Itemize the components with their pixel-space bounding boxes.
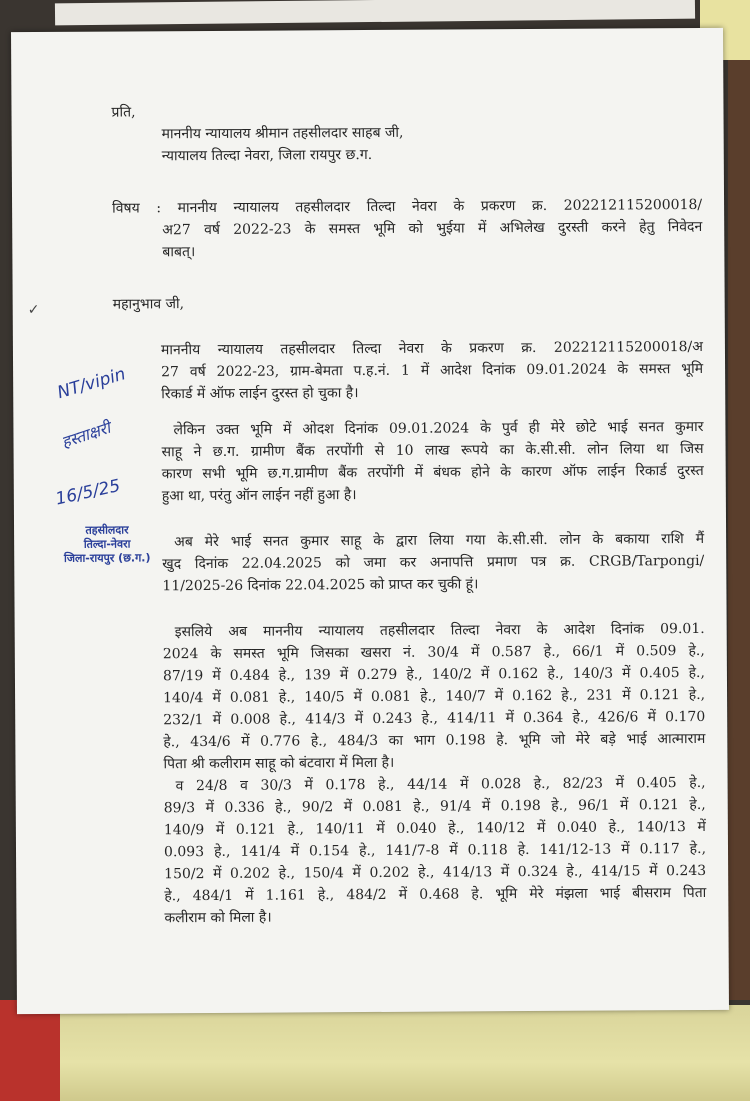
paragraph-line: माननीय न्यायालय तहसीलदार तिल्दा नेवरा के प्रकरण क्र. 202212115200018/अ	[160, 338, 703, 359]
paragraph-line: 2024 के समस्त भूमि जिसका खसरा नं. 30/4 में 0.587 हे., 66/1 में 0.509 हे.,	[162, 642, 705, 663]
paragraph-line: रिकार्ड में ऑफ लाईन दुरस्त हो चुका है।	[161, 385, 359, 403]
seal-line: जिला-रायपुर (छ.ग.)	[63, 551, 151, 565]
background-edge	[728, 60, 750, 1000]
yellow-folder	[0, 1005, 750, 1101]
addressee-line-2: न्यायालय तिल्दा नेवरा, जिला रायपुर छ.ग.	[161, 146, 373, 165]
paragraph-line: इसलिये अब माननीय न्यायालय तहसीलदार तिल्दा नेवरा के आदेश दिनांक 09.01.	[174, 620, 705, 641]
margin-mark-icon: ✓	[27, 302, 40, 319]
official-seal	[52, 523, 162, 566]
paragraph-line: 0.093 हे., 141/4 में 0.154 हे., 141/7-8 में 0.118 हे. 141/12-13 में 0.117 हे.,	[163, 840, 707, 861]
paragraph-line: 89/3 में 0.336 हे., 90/2 में 0.081 हे., 91/4 में 0.198 हे., 96/1 में 0.121 हे.,	[163, 796, 706, 817]
addressee-line-1: माननीय न्यायालय श्रीमान तहसीलदार साहब जी,	[161, 124, 404, 143]
subject-line: बाबत्।	[162, 244, 196, 261]
seal-line: तिल्दा-नेवरा	[83, 537, 131, 551]
paragraph-line: कारण सभी भूमि छ.ग.ग्रामीण बैंक तरपोंगी में बंधक होने के कारण ऑफ लाईन रिकार्ड दुरस्त	[161, 462, 704, 483]
paragraph-line: हे., 434/6 में 0.776 हे., 484/3 का भाग 0.198 हे. भूमि जो मेरे बड़े भाई आत्माराम	[163, 730, 706, 751]
paragraph-line: हुआ था, परंतु ऑन लाईन नहीं हुआ है।	[161, 487, 357, 505]
paragraph-line: खुद दिनांक 22.04.2025 को जमा कर अनापत्ति प्रमाण पत्र क्र. CRGB/Tarpongi/	[162, 552, 705, 573]
greeting: महानुभाव जी,	[112, 296, 185, 313]
red-folder	[0, 1000, 60, 1101]
document-page	[11, 28, 729, 1014]
handwritten-date: 16/5/25	[53, 475, 123, 510]
paragraph-line: अब मेरे भाई सनत कुमार साहू के द्वारा लिया गया के.सी.सी. लोन के बकाया राशि मैं	[174, 530, 705, 551]
salutation-prefix: प्रति,	[111, 104, 136, 121]
subject-line: अ27 वर्ष 2022-23 के समस्त भूमि को भुईया में अभिलेख दुरस्ती करने हेतु निवेदन	[162, 218, 703, 239]
paragraph-line: 150/2 में 0.202 हे., 150/4 में 0.202 हे., 414/13 में 0.324 हे., 414/15 में 0.243	[164, 862, 707, 883]
paragraph-line: साहू ने छ.ग. ग्रामीण बैंक तरपोंगी से 10 लाख रूपये का के.सी.सी. लोन लिया था जिस	[161, 440, 704, 461]
seal-line: तहसीलदार	[85, 523, 129, 537]
paragraph-line: 232/1 में 0.008 हे., 414/3 में 0.243 हे., 414/11 में 0.364 हे., 426/6 में 0.170	[163, 708, 706, 729]
paragraph-line: 140/4 में 0.081 हे., 140/5 में 0.081 हे., 140/7 में 0.162 हे., 231 में 0.121 हे.,	[163, 686, 706, 707]
handwritten-note: NT/vipin	[55, 364, 128, 404]
paragraph-line: 11/2025-26 दिनांक 22.04.2025 को प्राप्त कर चुकी हूं।	[162, 576, 479, 595]
paragraph-line: हे., 484/1 में 1.161 हे., 484/2 में 0.468 हे. भूमि मेरे मंझला भाई बीसराम पिता	[164, 884, 707, 905]
paragraph-line: 140/9 में 0.121 हे., 140/11 में 0.040 हे., 140/12 में 0.040 हे., 140/13 में	[163, 818, 706, 839]
underlying-paper	[55, 0, 695, 25]
subject-line: विषय : माननीय न्यायालय तहसीलदार तिल्दा नेवरा के प्रकरण क्र. 202212115200018/	[112, 196, 703, 217]
paragraph-line: 27 वर्ष 2022-23, ग्राम-बेमता प.ह.नं. 1 में आदेश दिनांक 09.01.2024 के समस्त भूमि	[161, 360, 704, 381]
paragraph-line: पिता श्री कलीराम साहू को बंटवारा में मिला है।	[163, 754, 395, 773]
paragraph-line: 87/19 में 0.484 हे., 139 में 0.279 हे., 140/2 में 0.162 हे., 140/3 में 0.405 हे.,	[162, 664, 705, 685]
handwritten-signature: हस्ताक्षरी	[59, 418, 113, 452]
paragraph-line: कलीराम को मिला है।	[164, 909, 272, 927]
paragraph-line: व 24/8 व 30/3 में 0.178 हे., 44/14 में 0.028 हे., 82/23 में 0.405 हे.,	[175, 774, 706, 795]
document-body	[111, 98, 706, 930]
paragraph-line: लेकिन उक्त भूमि में ओदश दिनांक 09.01.2024 के पुर्व ही मेरे छोटे भाई सनत कुमार	[173, 418, 704, 439]
